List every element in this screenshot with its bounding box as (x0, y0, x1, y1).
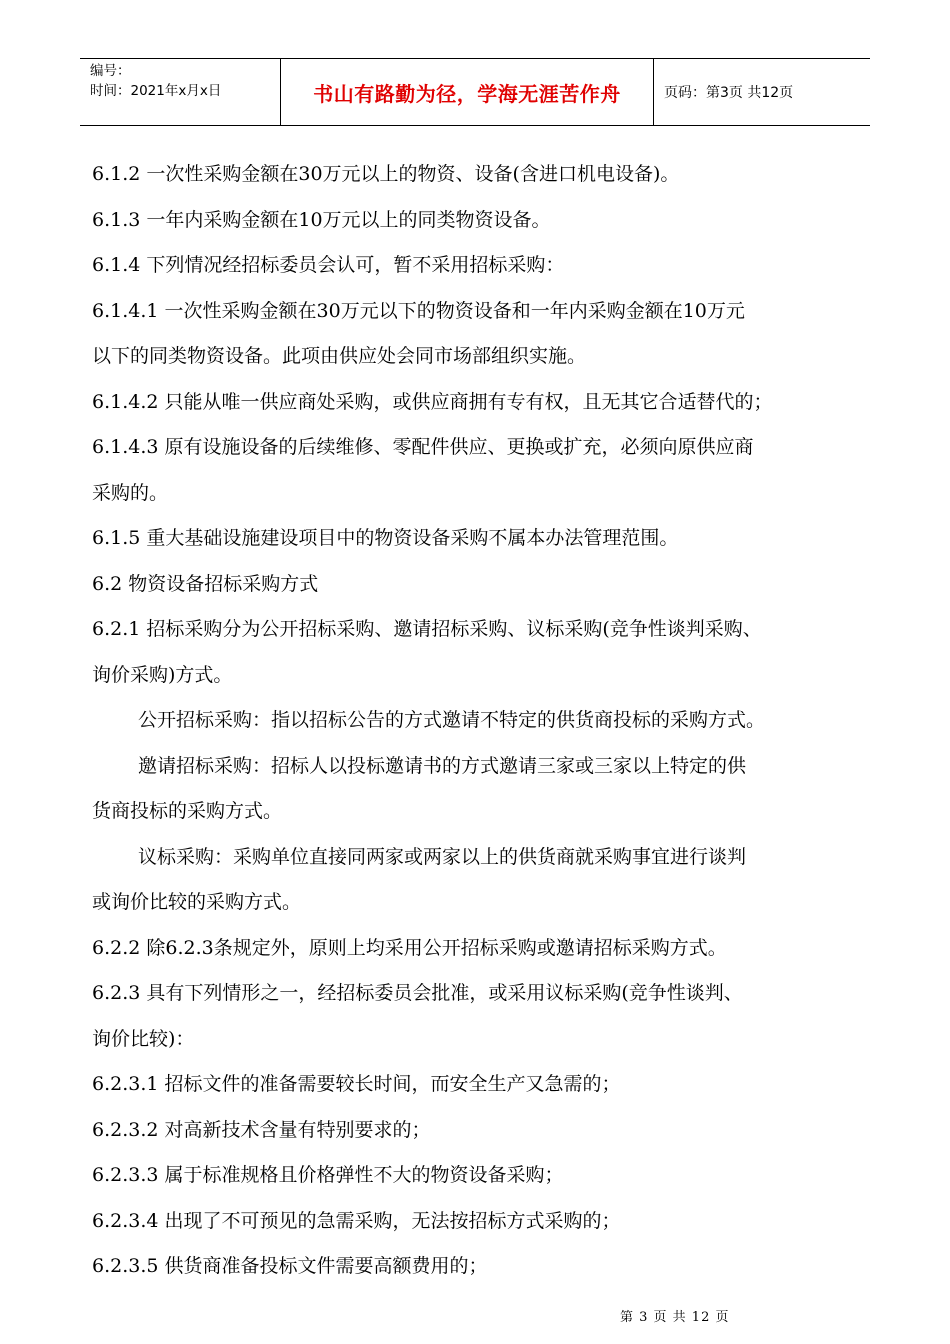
paragraph-6-2-1: 6.2.1 招标采购分为公开招标采购、邀请招标采购、议标采购(竞争性谈判采购、 (92, 618, 762, 640)
paragraph-invited-tender: 邀请招标采购：招标人以投标邀请书的方式邀请三家或三家以上特定的供 (138, 754, 747, 777)
paragraph-6-2-3-1: 6.2.3.1 招标文件的准备需要较长时间，而安全生产又急需的； (92, 1073, 621, 1095)
paragraph-negotiated-cont: 或询价比较的采购方式。 (92, 891, 302, 913)
paragraph-6-1-4-3: 6.1.4.3 原有设施设备的后续维修、零配件供应、更换或扩充，必须向原供应商 (92, 436, 754, 458)
paragraph-negotiated: 议标采购：采购单位直接同两家或两家以上的供货商就采购事宜进行谈判 (138, 845, 747, 868)
document-body (92, 152, 874, 1290)
document-number-label: 编号： (90, 63, 131, 79)
section-heading-6-2: 6.2 物资设备招标采购方式 (92, 572, 319, 595)
paragraph-6-2-3-4: 6.2.3.4 出现了不可预见的急需采购，无法按招标方式采购的； (92, 1209, 621, 1232)
paragraph-6-2-3: 6.2.3 具有下列情形之一，经招标委员会批准，或采用议标采购(竞争性谈判、 (92, 982, 743, 1004)
page-footer: 第 3 页 共 12 页 (620, 1310, 730, 1325)
paragraph-6-1-4-3-cont: 采购的。 (92, 481, 169, 504)
paragraph-6-2-3-2: 6.2.3.2 对高新技术含量有特别要求的； (92, 1118, 431, 1141)
header-motto: 书山有路勤为径，学海无涯苦作舟 (280, 59, 654, 125)
header-page-info: 页码：第3页 共12页 (664, 85, 794, 101)
document-date: 时间：2021年x月x日 (90, 83, 222, 99)
document-header (80, 58, 870, 126)
paragraph-open-tender: 公开招标采购：指以招标公告的方式邀请不特定的供货商投标的采购方式。 (138, 709, 766, 731)
paragraph-6-1-5: 6.1.5 重大基础设施建设项目中的物资设备采购不属本办法管理范围。 (92, 527, 679, 549)
paragraph-6-2-2: 6.2.2 除6.2.3条规定外，原则上均采用公开招标采购或邀请招标采购方式。 (92, 936, 727, 959)
paragraph-6-2-3-cont: 询价比较)： (92, 1027, 195, 1050)
paragraph-6-2-3-5: 6.2.3.5 供货商准备投标文件需要高额费用的； (92, 1255, 488, 1277)
paragraph-6-2-3-3: 6.2.3.3 属于标准规格且价格弹性不大的物资设备采购； (92, 1164, 564, 1186)
paragraph-invited-tender-cont: 货商投标的采购方式。 (92, 800, 283, 822)
paragraph-6-1-2: 6.1.2 一次性采购金额在30万元以上的物资、设备(含进口机电设备)。 (92, 163, 680, 185)
paragraph-6-1-3: 6.1.3 一年内采购金额在10万元以上的同类物资设备。 (92, 208, 551, 231)
header-meta (80, 59, 280, 125)
paragraph-6-1-4-2: 6.1.4.2 只能从唯一供应商处采购，或供应商拥有专有权，且无其它合适替代的； (92, 390, 773, 413)
paragraph-6-1-4: 6.1.4 下列情况经招标委员会认可，暂不采用招标采购： (92, 254, 565, 276)
paragraph-6-1-4-1-cont: 以下的同类物资设备。此项由供应处会同市场部组织实施。 (92, 345, 587, 367)
paragraph-6-2-1-cont: 询价采购)方式。 (92, 663, 233, 686)
paragraph-6-1-4-1: 6.1.4.1 一次性采购金额在30万元以下的物资设备和一年内采购金额在10万元 (92, 299, 745, 322)
